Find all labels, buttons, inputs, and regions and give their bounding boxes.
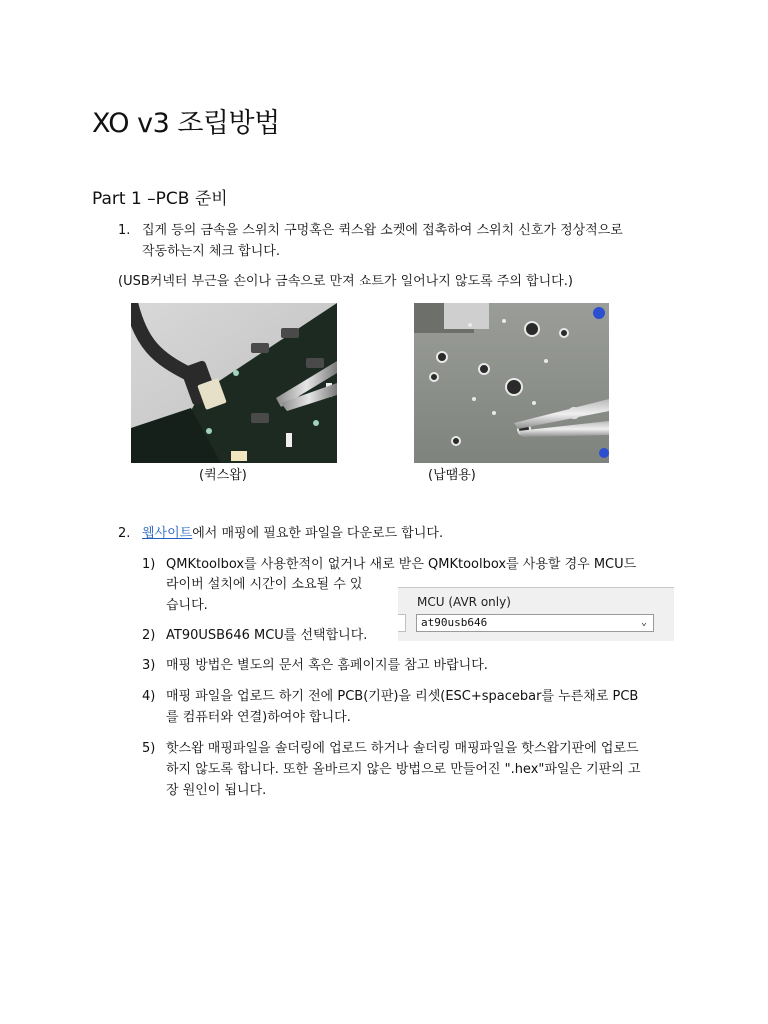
page-title: XO v3 조립방법 <box>92 108 280 139</box>
subitem5-line1: 핫스왑 매핑파일을 솔더링에 업로드 하거나 솔더링 매핑파일을 핫스왑기판에 업로드 <box>166 741 639 756</box>
subitem5-line3: 장 원인이 됩니다. <box>166 783 267 798</box>
subitem2-line1: AT90USB646 MCU를 선택합니다. <box>166 628 368 643</box>
mcu-label: MCU (AVR only) <box>417 595 511 609</box>
item1-line1: 집게 등의 금속을 스위치 구멍혹은 퀵스왑 소켓에 접촉하여 스위치 신호가 정상적으로 <box>142 223 623 238</box>
photo-caption-solder: (납땜용) <box>428 468 476 483</box>
list-number: 1. <box>118 223 131 238</box>
subitem1-line2: 라이버 설치에 시간이 소요될 수 있 <box>166 577 363 592</box>
subitem5-line2: 하지 않도록 합니다. 또한 올바르지 않은 방법으로 만들어진 ".hex"파일은 기판의 고 <box>166 762 641 777</box>
photo-caption-hotswap: (퀵스왑) <box>199 468 247 483</box>
subitem1-line1: QMKtoolbox를 사용한적이 없거나 새로 받은 QMKtoolbox를 사용할 경우 MCU드 <box>166 557 637 572</box>
chevron-down-icon[interactable]: ⌄ <box>640 617 647 628</box>
item2-line <box>142 523 443 544</box>
solder-pcb-photo <box>414 303 609 463</box>
subitem-number: 1) <box>142 557 156 572</box>
subitem1-line3: 습니다. <box>166 598 208 613</box>
list-number: 2. <box>118 526 131 541</box>
hotswap-pcb-photo <box>131 303 337 463</box>
subitem4-line2: 를 컴퓨터와 연결)하여야 합니다. <box>166 710 351 725</box>
section-heading: Part 1 –PCB 준비 <box>92 189 228 209</box>
caution-note: (USB커넥터 부근을 손이나 금속으로 만져 쇼트가 일어나지 않도록 주의 합니다.) <box>118 274 573 289</box>
mcu-selector-screenshot <box>398 587 674 641</box>
item1-line2: 작동하는지 체크 합니다. <box>142 244 280 259</box>
mcu-selected-value: at90usb646 <box>421 616 488 629</box>
subitem-number: 2) <box>142 628 156 643</box>
subitem-number: 3) <box>142 658 156 673</box>
subitem3-line1: 매핑 방법은 별도의 문서 혹은 홈페이지를 참고 바랍니다. <box>166 658 488 673</box>
subitem-number: 5) <box>142 741 156 756</box>
item2-text: 에서 매핑에 필요한 파일을 다운로드 합니다. <box>192 526 444 541</box>
adjacent-field-edge <box>398 614 406 632</box>
website-link[interactable]: 웹사이트 <box>142 526 193 541</box>
subitem4-line1: 매핑 파일을 업로드 하기 전에 PCB(기판)을 리셋(ESC+spacebar를 누른채로 PCB <box>166 689 639 704</box>
mcu-select[interactable] <box>416 614 654 632</box>
subitem-number: 4) <box>142 689 156 704</box>
